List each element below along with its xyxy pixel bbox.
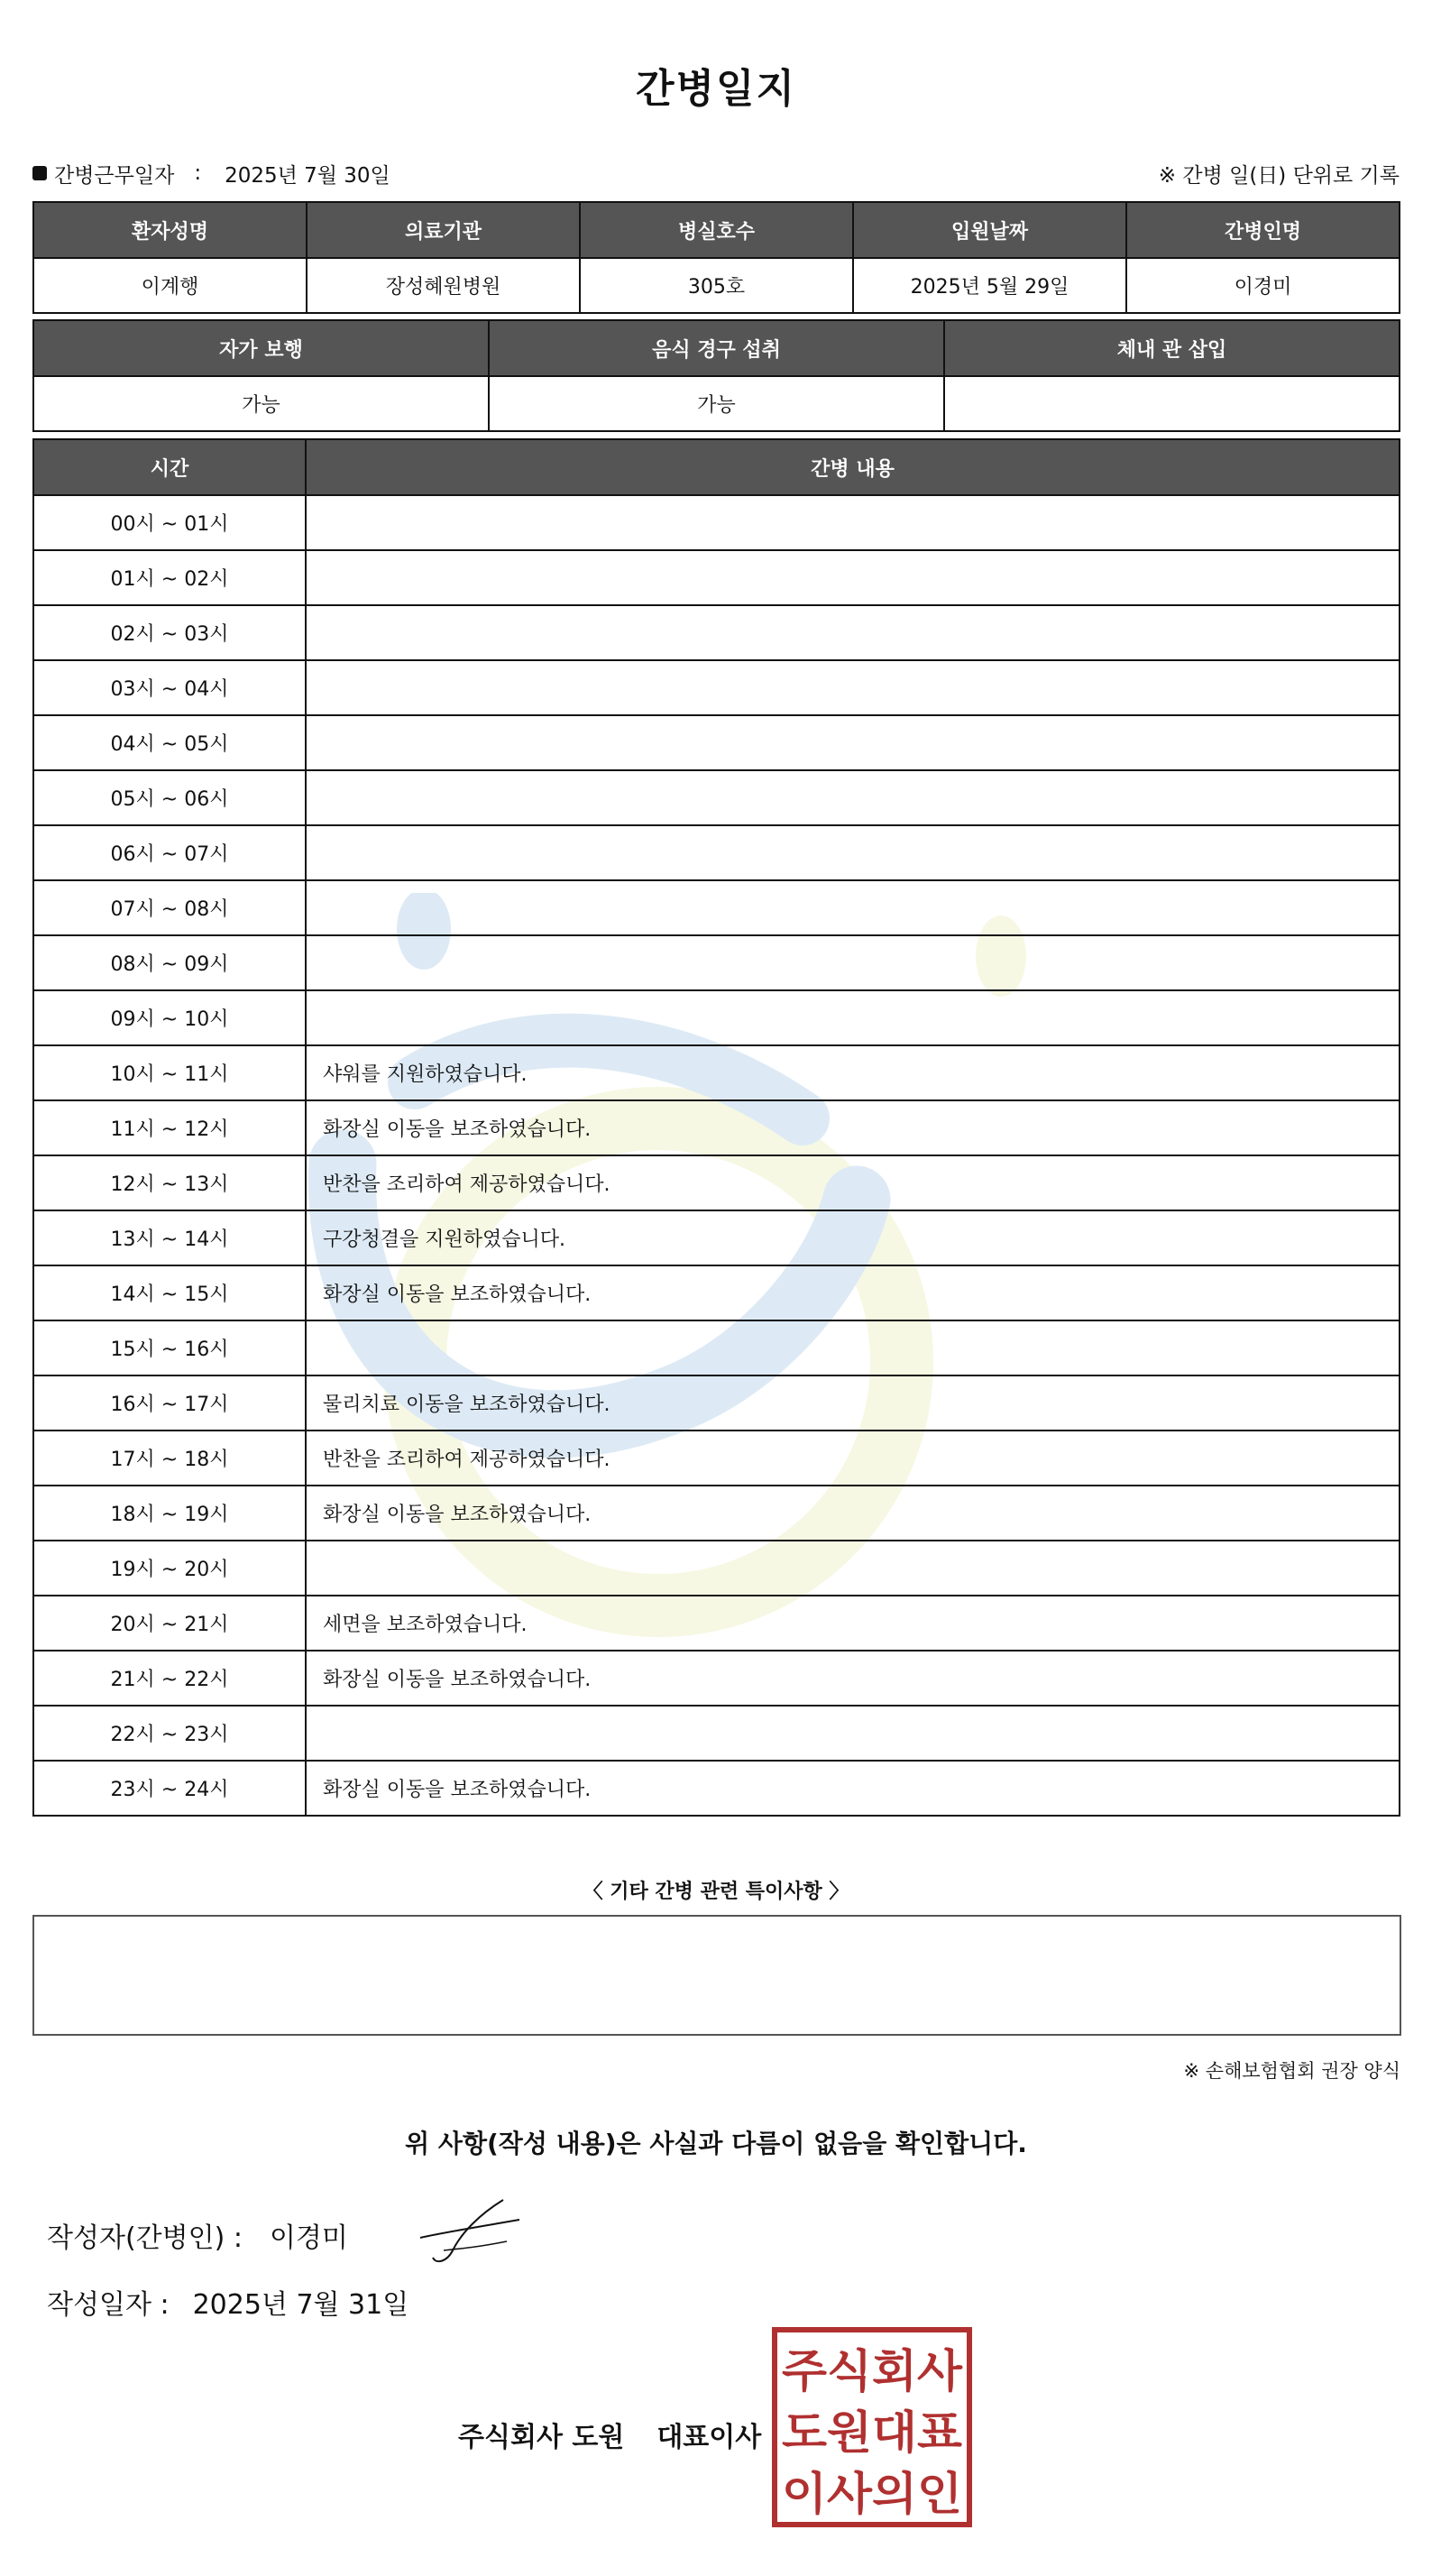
header-admission-date: 입원날짜 bbox=[853, 202, 1126, 258]
time-slot: 17시 ~ 18시 bbox=[33, 1431, 306, 1486]
condition-header-row bbox=[33, 320, 1400, 376]
company-seal bbox=[772, 2327, 972, 2527]
meta-row bbox=[32, 159, 1400, 188]
caregiver-name: 이경미 bbox=[1126, 258, 1400, 313]
table-row bbox=[33, 1320, 1400, 1375]
time-slot: 09시 ~ 10시 bbox=[33, 990, 306, 1045]
care-content: 물리치료 이동을 보조하였습니다. bbox=[306, 1375, 1400, 1431]
table-row bbox=[33, 990, 1400, 1045]
time-slot: 05시 ~ 06시 bbox=[33, 770, 306, 825]
care-content bbox=[306, 990, 1400, 1045]
table-row bbox=[33, 770, 1400, 825]
table-row bbox=[33, 1210, 1400, 1265]
care-content: 구강청결을 지원하였습니다. bbox=[306, 1210, 1400, 1265]
writer-name: 이경미 bbox=[269, 2222, 348, 2254]
time-slot: 16시 ~ 17시 bbox=[33, 1375, 306, 1431]
care-content bbox=[306, 770, 1400, 825]
time-slot: 02시 ~ 03시 bbox=[33, 605, 306, 660]
writer-line bbox=[47, 2215, 348, 2255]
room-number: 305호 bbox=[580, 258, 853, 313]
confirmation-statement: 위 사항(작성 내용)은 사실과 다름이 없음을 확인합니다. bbox=[405, 2129, 1027, 2158]
seal-text-line: 도원대표 bbox=[782, 2406, 963, 2459]
table-row bbox=[33, 1100, 1400, 1155]
table-row bbox=[33, 715, 1400, 770]
table-row bbox=[33, 1651, 1400, 1706]
oral-intake-value: 가능 bbox=[489, 376, 944, 431]
time-slot: 01시 ~ 02시 bbox=[33, 550, 306, 605]
tube-insertion-value bbox=[944, 376, 1400, 431]
care-content: 화장실 이동을 보조하였습니다. bbox=[306, 1265, 1400, 1320]
care-content bbox=[306, 605, 1400, 660]
company-line bbox=[458, 2415, 761, 2454]
time-slot: 22시 ~ 23시 bbox=[33, 1706, 306, 1761]
admission-date: 2025년 5월 29일 bbox=[853, 258, 1126, 313]
table-row bbox=[33, 605, 1400, 660]
care-log-header-row bbox=[33, 439, 1400, 495]
care-log-table bbox=[32, 438, 1400, 1817]
care-content: 반찬을 조리하여 제공하였습니다. bbox=[306, 1431, 1400, 1486]
header-caregiver: 간병인명 bbox=[1126, 202, 1400, 258]
time-slot: 19시 ~ 20시 bbox=[33, 1541, 306, 1596]
table-row bbox=[33, 1045, 1400, 1100]
bullet-icon bbox=[32, 166, 47, 180]
care-content: 화장실 이동을 보조하였습니다. bbox=[306, 1651, 1400, 1706]
time-slot: 00시 ~ 01시 bbox=[33, 495, 306, 550]
care-content: 화장실 이동을 보조하였습니다. bbox=[306, 1100, 1400, 1155]
written-date-line bbox=[47, 2282, 408, 2322]
table-row bbox=[33, 1375, 1400, 1431]
header-room: 병실호수 bbox=[580, 202, 853, 258]
care-log-body bbox=[33, 495, 1400, 1816]
table-row bbox=[33, 1486, 1400, 1541]
care-content: 화장실 이동을 보조하였습니다. bbox=[306, 1761, 1400, 1816]
writer-label: 작성자(간병인) : bbox=[47, 2222, 243, 2254]
care-content bbox=[306, 550, 1400, 605]
time-slot: 04시 ~ 05시 bbox=[33, 715, 306, 770]
work-date-group bbox=[32, 159, 390, 189]
self-walking-value: 가능 bbox=[33, 376, 489, 431]
table-row bbox=[33, 1706, 1400, 1761]
table-row bbox=[33, 825, 1400, 880]
table-row bbox=[33, 550, 1400, 605]
work-date-label: 간병근무일자 bbox=[54, 163, 175, 188]
patient-name: 이계행 bbox=[33, 258, 307, 313]
page-title: 간병일지 bbox=[635, 66, 796, 112]
care-content bbox=[306, 1541, 1400, 1596]
condition-table bbox=[32, 319, 1400, 432]
company-role: 대표이사 bbox=[656, 2422, 762, 2453]
care-content bbox=[306, 495, 1400, 550]
header-tube-insertion: 체내 관 삽입 bbox=[944, 320, 1400, 376]
care-content bbox=[306, 935, 1400, 990]
care-content bbox=[306, 1706, 1400, 1761]
care-content: 화장실 이동을 보조하였습니다. bbox=[306, 1486, 1400, 1541]
patient-info-value-row bbox=[33, 258, 1400, 313]
time-slot: 06시 ~ 07시 bbox=[33, 825, 306, 880]
time-slot: 12시 ~ 13시 bbox=[33, 1155, 306, 1210]
table-row bbox=[33, 1431, 1400, 1486]
time-slot: 15시 ~ 16시 bbox=[33, 1320, 306, 1375]
unit-note: ※ 간병 일(日) 단위로 기록 bbox=[1158, 163, 1400, 188]
care-content: 반찬을 조리하여 제공하였습니다. bbox=[306, 1155, 1400, 1210]
table-row bbox=[33, 495, 1400, 550]
notes-box bbox=[32, 1915, 1401, 2036]
time-slot: 07시 ~ 08시 bbox=[33, 880, 306, 935]
care-content: 세면을 보조하였습니다. bbox=[306, 1596, 1400, 1651]
time-slot: 14시 ~ 15시 bbox=[33, 1265, 306, 1320]
notes-title: 〈 기타 간병 관련 특이사항 〉 bbox=[583, 1881, 849, 1903]
seal-text-line: 주식회사 bbox=[782, 2345, 963, 2397]
care-content bbox=[306, 880, 1400, 935]
header-time: 시간 bbox=[33, 439, 306, 495]
seal-text-line: 이사의인 bbox=[782, 2468, 962, 2520]
time-slot: 08시 ~ 09시 bbox=[33, 935, 306, 990]
care-content bbox=[306, 825, 1400, 880]
signature bbox=[417, 2196, 525, 2268]
patient-info-header-row bbox=[33, 202, 1400, 258]
header-oral-intake: 음식 경구 섭취 bbox=[489, 320, 944, 376]
patient-info-table bbox=[32, 201, 1400, 314]
time-slot: 23시 ~ 24시 bbox=[33, 1761, 306, 1816]
header-care-content: 간병 내용 bbox=[306, 439, 1400, 495]
table-row bbox=[33, 880, 1400, 935]
time-slot: 11시 ~ 12시 bbox=[33, 1100, 306, 1155]
time-slot: 20시 ~ 21시 bbox=[33, 1596, 306, 1651]
header-self-walking: 자가 보행 bbox=[33, 320, 489, 376]
time-slot: 21시 ~ 22시 bbox=[33, 1651, 306, 1706]
association-note: ※ 손해보험협회 권장 양식 bbox=[1183, 2060, 1400, 2082]
company-name: 주식회사 도원 bbox=[458, 2422, 625, 2453]
table-row bbox=[33, 1761, 1400, 1816]
table-row bbox=[33, 935, 1400, 990]
work-date-value: 2025년 7월 30일 bbox=[225, 163, 390, 188]
care-content bbox=[306, 1320, 1400, 1375]
hospital-name: 장성혜원병원 bbox=[307, 258, 580, 313]
table-row bbox=[33, 1541, 1400, 1596]
header-hospital: 의료기관 bbox=[307, 202, 580, 258]
time-slot: 13시 ~ 14시 bbox=[33, 1210, 306, 1265]
header-patient-name: 환자성명 bbox=[33, 202, 307, 258]
time-slot: 18시 ~ 19시 bbox=[33, 1486, 306, 1541]
condition-value-row bbox=[33, 376, 1400, 431]
table-row bbox=[33, 1596, 1400, 1651]
table-row bbox=[33, 1265, 1400, 1320]
written-date-value: 2025년 7월 31일 bbox=[192, 2289, 409, 2321]
care-content bbox=[306, 660, 1400, 715]
table-row bbox=[33, 660, 1400, 715]
time-slot: 03시 ~ 04시 bbox=[33, 660, 306, 715]
care-content bbox=[306, 715, 1400, 770]
care-content: 샤워를 지원하였습니다. bbox=[306, 1045, 1400, 1100]
written-date-label: 작성일자 : bbox=[47, 2289, 170, 2321]
work-date-separator: : bbox=[194, 161, 202, 185]
table-row bbox=[33, 1155, 1400, 1210]
time-slot: 10시 ~ 11시 bbox=[33, 1045, 306, 1100]
